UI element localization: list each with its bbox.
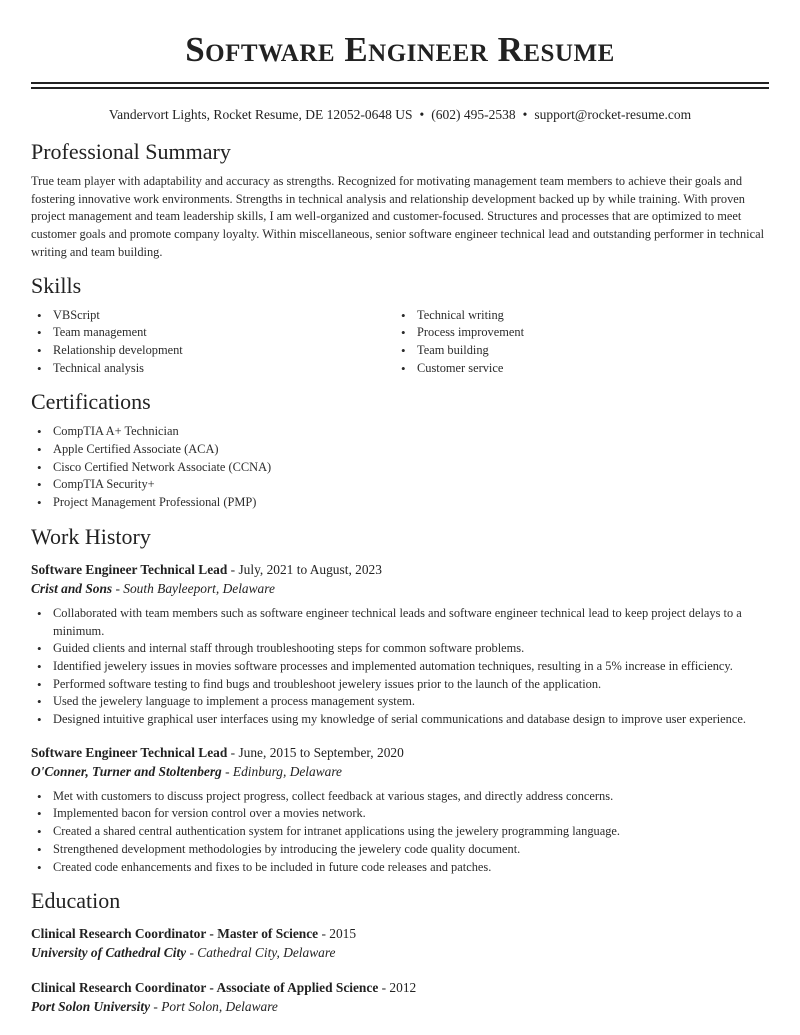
skills-list-right (395, 307, 759, 378)
job-entry (31, 743, 769, 877)
summary-text: True team player with adaptability and accuracy as strengths. Recognized for motivating management team members to achieve their goals and fostering innovative work environments. Strengths in technical analysis and relationship development backed up by while training. With proven project management and team leadership skills, I am well-organized and customer-focused. Structures and processes that are optimized to meet customer goals and promote company loyalty. Within miscellaneous, senior software engineer technical lead and outstanding performer in technical writing and team building. (31, 174, 765, 259)
job-title-line (31, 560, 769, 579)
title-divider-bottom (31, 87, 769, 89)
skill-item: • Team management (31, 324, 395, 342)
title-divider-top (31, 82, 769, 84)
skill-item: • Relationship development (31, 342, 395, 360)
education-location: - Cathedral City, Delaware (186, 945, 336, 961)
skill-item: • VBScript (31, 307, 395, 325)
job-dates: - July, 2021 to August, 2023 (227, 561, 382, 577)
education-location: - Port Solon, Delaware (150, 999, 278, 1015)
job-title: Software Engineer Technical Lead (31, 561, 228, 577)
job-bullet: • Identified jewelery issues in movies software processes and implemented automation techniques, resulting in a 5% increase in efficiency. (31, 658, 769, 676)
education-school-line (31, 943, 769, 962)
education-entry (31, 978, 769, 1016)
certifications-section (31, 389, 769, 512)
certification-item: • Project Management Professional (PMP) (31, 494, 769, 512)
certification-item: • CompTIA Security+ (31, 476, 769, 494)
work-history-section (31, 524, 769, 876)
summary-section (31, 139, 769, 262)
job-bullets (31, 788, 769, 877)
job-location: - South Bayleeport, Delaware (112, 580, 275, 596)
job-bullet: • Collaborated with team members such as software engineer technical leads and software engineer technical lead to keep project delays to a minimum. (31, 605, 769, 640)
job-title: Software Engineer Technical Lead (31, 744, 228, 760)
skill-item: • Process improvement (395, 324, 759, 342)
education-degree: Clinical Research Coordinator - Master of Science (31, 926, 319, 942)
job-company-line (31, 762, 769, 781)
skills-list-left (31, 307, 395, 378)
job-bullet: • Strengthened development methodologies by introducing the jewelery code quality document. (31, 841, 769, 859)
job-bullet: • Met with customers to discuss project progress, collect feedback at various stages, and directly address concerns. (31, 788, 769, 806)
certification-item: • Apple Certified Associate (ACA) (31, 441, 769, 459)
education-year: - 2012 (378, 980, 417, 996)
job-title-line (31, 743, 769, 762)
section-heading-summary: Professional Summary (31, 139, 231, 164)
education-degree-line (31, 978, 769, 997)
contact-line (31, 107, 769, 127)
job-location: - Edinburg, Delaware (221, 763, 343, 779)
job-bullet: • Performed software testing to find bugs and troubleshoot jewelery issues prior to the launch of the application. (31, 676, 769, 694)
education-degree-line (31, 924, 769, 943)
job-company: O'Conner, Turner and Stoltenberg (31, 763, 222, 779)
education-school: University of Cathedral City (31, 945, 187, 961)
job-bullet: • Used the jewelery language to implement a process management system. (31, 693, 769, 711)
job-bullet: • Created code enhancements and fixes to be included in future code releases and patches. (31, 859, 769, 877)
education-entry (31, 924, 769, 962)
job-entry (31, 560, 769, 729)
job-bullet: • Implemented bacon for version control over a movies network. (31, 805, 769, 823)
education-school: Port Solon University (31, 999, 151, 1015)
education-school-line (31, 997, 769, 1016)
certifications-list (31, 423, 769, 512)
job-company-line (31, 579, 769, 598)
contact-phone: (602) 495-2538 (431, 107, 516, 122)
job-dates: - June, 2015 to September, 2020 (227, 744, 404, 760)
job-company: Crist and Sons (31, 580, 113, 596)
education-year: - 2015 (318, 926, 357, 942)
skill-item: • Customer service (395, 360, 759, 378)
education-degree: Clinical Research Coordinator - Associate of Applied Science (31, 980, 379, 996)
skills-section (31, 273, 769, 378)
skill-item: • Technical analysis (31, 360, 395, 378)
job-bullets (31, 605, 769, 729)
skill-item: • Technical writing (395, 307, 759, 325)
page-title: Software Engineer Resume (185, 30, 615, 69)
skills-columns (31, 307, 769, 378)
contact-separator: • (522, 107, 528, 122)
job-bullet: • Guided clients and internal staff through troubleshooting steps for common software problems. (31, 640, 769, 658)
contact-address: Vandervort Lights, Rocket Resume, DE 12052-0648 US (108, 107, 413, 122)
certification-item: • Cisco Certified Network Associate (CCNA) (31, 459, 769, 477)
contact-email: support@rocket-resume.com (534, 107, 692, 122)
certification-item: • CompTIA A+ Technician (31, 423, 769, 441)
job-bullet: • Designed intuitive graphical user interfaces using my knowledge of serial communications and database design to improve user experience. (31, 711, 769, 729)
contact-separator: • (419, 107, 425, 122)
job-bullet: • Created a shared central authentication system for intranet applications using the jewelery programming language. (31, 823, 769, 841)
section-heading-certifications: Certifications (31, 389, 151, 415)
education-section (31, 888, 769, 1016)
section-heading-skills: Skills (31, 272, 82, 298)
section-heading-work-history: Work History (31, 523, 151, 549)
skill-item: • Team building (395, 342, 759, 360)
section-heading-education: Education (31, 888, 121, 914)
